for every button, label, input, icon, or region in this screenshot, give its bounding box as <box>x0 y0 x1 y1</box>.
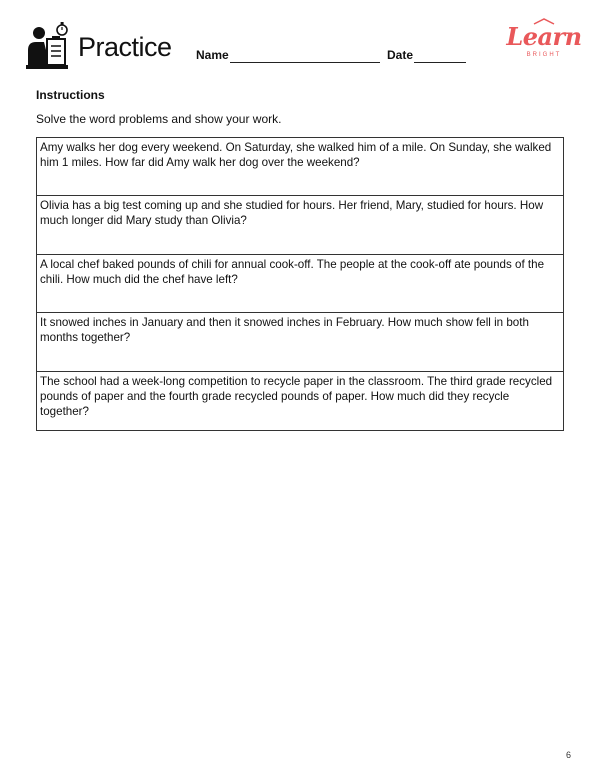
instructions-text: Solve the word problems and show your work. <box>36 112 282 126</box>
date-field-line[interactable] <box>414 62 466 63</box>
page-title: Practice <box>78 32 172 62</box>
date-label: Date <box>387 48 414 62</box>
problem-row[interactable]: Olivia has a big test coming up and she studied for hours. Her friend, Mary, studied for hours. How much longer did Mary study than Olivia? <box>37 196 563 254</box>
logo-subtitle: BRIGHT <box>526 52 562 58</box>
problem-row[interactable]: A local chef baked pounds of chili for annual cook-off. The people at the cook-off ate pounds of the chili. How much did the chef have left? <box>37 255 563 313</box>
practice-icon <box>26 20 72 70</box>
page-header <box>0 0 600 80</box>
name-label: Name <box>196 48 229 62</box>
problems-table <box>36 137 564 431</box>
page-number: 6 <box>566 750 572 760</box>
logo-word: Learn <box>506 22 582 51</box>
problem-row[interactable]: The school had a week-long competition to recycle paper in the classroom. The third grade recycled pounds of paper and the fourth grade recycled pounds of paper. How much did they recycle together? <box>40 374 553 418</box>
problem-row[interactable]: It snowed inches in January and then it snowed inches in February. How much show fell in both months together? <box>37 313 563 371</box>
learn-bright-logo <box>504 18 584 62</box>
name-field-line[interactable] <box>230 62 380 63</box>
problem-row[interactable]: Amy walks her dog every weekend. On Saturday, she walked him of a mile. On Sunday, she walked him 1 miles. How far did Amy walk her dog over the weekend? <box>37 138 563 196</box>
instructions-heading: Instructions <box>36 88 105 102</box>
